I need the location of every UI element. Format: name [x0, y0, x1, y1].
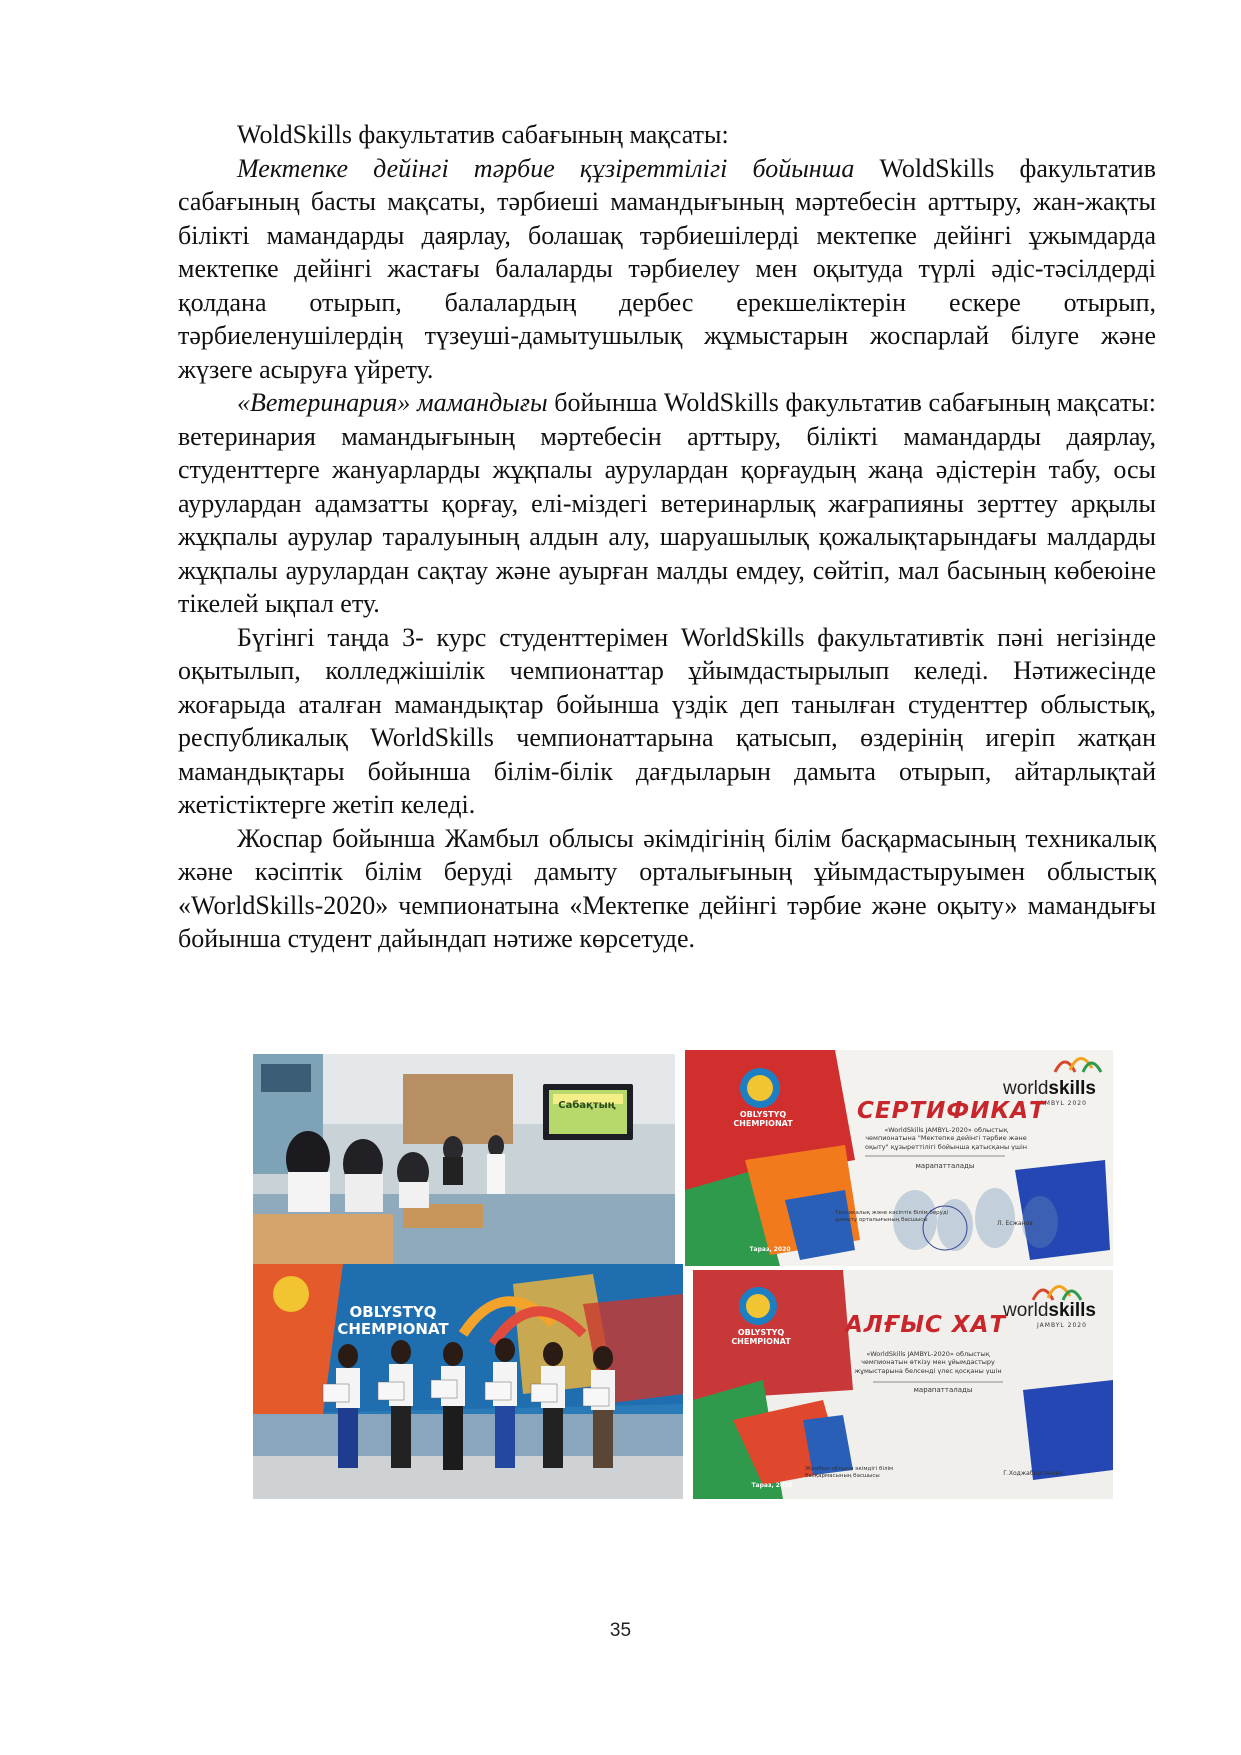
document-body [178, 118, 1156, 956]
thanks-letter-awarded: марапатталады [913, 1386, 973, 1394]
paragraph-3-text: бойынша WoldSkills факультатив сабағының мақсаты: ветеринария мамандығының мәртебесін арттыру, білікті мамандарды даярлау, студенттерге жануарларды жұқпалы аурулардан қорғаудың жаңа әдістерін табу, осы аурулардан адамзатты қорғау, елі-міздегі ветеринарлық жағрапияны зерттеу арқылы жұқпалы аурулар таралуының алдын алу, шаруашылық қожалықтарындағы малдарды жұқпалы аурулардан сақтау және ауырған малды емдеу, сөйтіп, мал басының көбеюіне тікелей ықпал ету. [178, 388, 1156, 618]
logo-skills: skills [1048, 1078, 1096, 1099]
worldskills-sublogo: JAMBYL 2020 [1037, 1100, 1087, 1107]
championship-banner-text [323, 1304, 463, 1339]
banner-line-2: CHEMPIONAT [337, 1320, 449, 1339]
page-number: 35 [609, 1620, 632, 1641]
logo-world: world [1003, 1078, 1049, 1099]
banner-line-1: OBLYSTYQ [349, 1303, 437, 1321]
team-photo [253, 1264, 683, 1499]
certificate-place: Тараз, 2020 [749, 1246, 791, 1253]
paragraph-3-italic: «Ветеринария» мамандығы [237, 388, 548, 417]
worldskills-logo [1003, 1300, 1096, 1322]
certificate-signer-title: Техникалық және кәсіптік білім беруді дамыту орталығының басшысы [835, 1210, 949, 1224]
champ-line-1: OBLYSTYQ [739, 1110, 787, 1119]
thanks-letter-signer-title: Жамбыл облысы әкімдігі білім басқармасының басшысы [805, 1466, 894, 1480]
certificate-awarded: марапатталады [915, 1162, 975, 1170]
champ-line-1: OBLYSTYQ [737, 1328, 785, 1337]
thanks-letter-place: Тараз, 2020 [751, 1482, 793, 1489]
champ-line-2: CHEMPIONAT [731, 1337, 791, 1347]
team-scene [253, 1264, 683, 1499]
worldskills-sublogo: JAMBYL 2020 [1037, 1322, 1087, 1329]
certificate-photo [685, 1050, 1113, 1266]
photo-collage [253, 1054, 1113, 1499]
logo-skills: skills [1048, 1300, 1096, 1321]
championship-logo-text [723, 1110, 803, 1128]
certificate-title: СЕРТИФИКАТ [857, 1098, 1046, 1124]
screen-caption: Сабақтың [558, 1100, 616, 1111]
paragraph-2 [178, 152, 1156, 387]
thanks-letter-photo [693, 1270, 1113, 1499]
certificate-signer-name: Л. Есжанов [997, 1220, 1033, 1227]
paragraph-1: WoldSkills факультатив сабағының мақсаты: [237, 120, 729, 149]
thanks-letter-signer-name: Г.Ходжабергенова [1003, 1470, 1063, 1477]
certificate-body: «WorldSkills JAMBYL-2020» облыстық чемпионатына "Мектепке дейінгі тәрбие және оқыту" құзыреттілігі бойынша қатысқаны үшін [864, 1126, 1028, 1151]
logo-world: world [1003, 1300, 1049, 1321]
paragraph-2-text: WoldSkills факультатив сабағының басты мақсаты, тәрбиеші мамандығының мәртебесін арттыру, жан-жақты білікті мамандарды даярлау, болашақ тәрбиешілерді мектепке дейінгі ұжымдарда мектепке дейінгі жастағы балаларды тәрбиелеу мен оқытуда түрлі әдіс-тәсілдерді қолдана отырып, балалардың дербес ерекшеліктерін ескере отырып, тәрбиеленушілердің түзеуші-дамытушылық жұмыстарын жоспарлай білуге және жүзеге асыруға үйрету. [178, 153, 1156, 384]
classroom-photo [253, 1054, 675, 1266]
championship-logo-text [721, 1328, 801, 1346]
paragraph-3 [178, 386, 1156, 621]
thanks-letter-body: «WorldSkills JAMBYL-2020» облыстық чемпионатын өткізу мен ұйымдастыру жұмыстарына белсенді үлес қосқаны үшін [854, 1350, 1002, 1375]
paragraph-4: Бүгінгі таңда 3- курс студенттерімен WorldSkills факультативтік пәні негізінде оқытылып, колледжішілік чемпионаттар ұйымдастырылып келеді. Нәтижесінде жоғарыда аталған мамандықтар бойынша үздік деп танылған студенттер облыстық, республикалық WorldSkills чемпионаттарына қатысып, өздерінің игеріп жатқан мамандықтары бойынша білім-білік дағдыларын дамыта отырып, айтарлықтай жетістіктерге жетіп келеді. [178, 622, 1156, 819]
worldskills-logo [1003, 1078, 1096, 1100]
paragraph-2-italic: Мектепке дейінгі тәрбие құзіреттілігі бойынша [237, 153, 855, 183]
thanks-letter-title: АЛҒЫС ХАТ [845, 1312, 1007, 1338]
classroom-scene [253, 1054, 675, 1266]
paragraph-5: Жоспар бойынша Жамбыл облысы әкімдігінің білім басқармасының техникалық және кәсіптік білім беруді дамыту орталығының ұйымдастыруымен облыстық «WorldSkills-2020» чемпионатына «Мектепке дейінгі тәрбие және оқыту» мамандығы бойынша студент дайындап нәтиже көрсетуде. [178, 823, 1156, 953]
champ-line-2: CHEMPIONAT [733, 1119, 793, 1129]
